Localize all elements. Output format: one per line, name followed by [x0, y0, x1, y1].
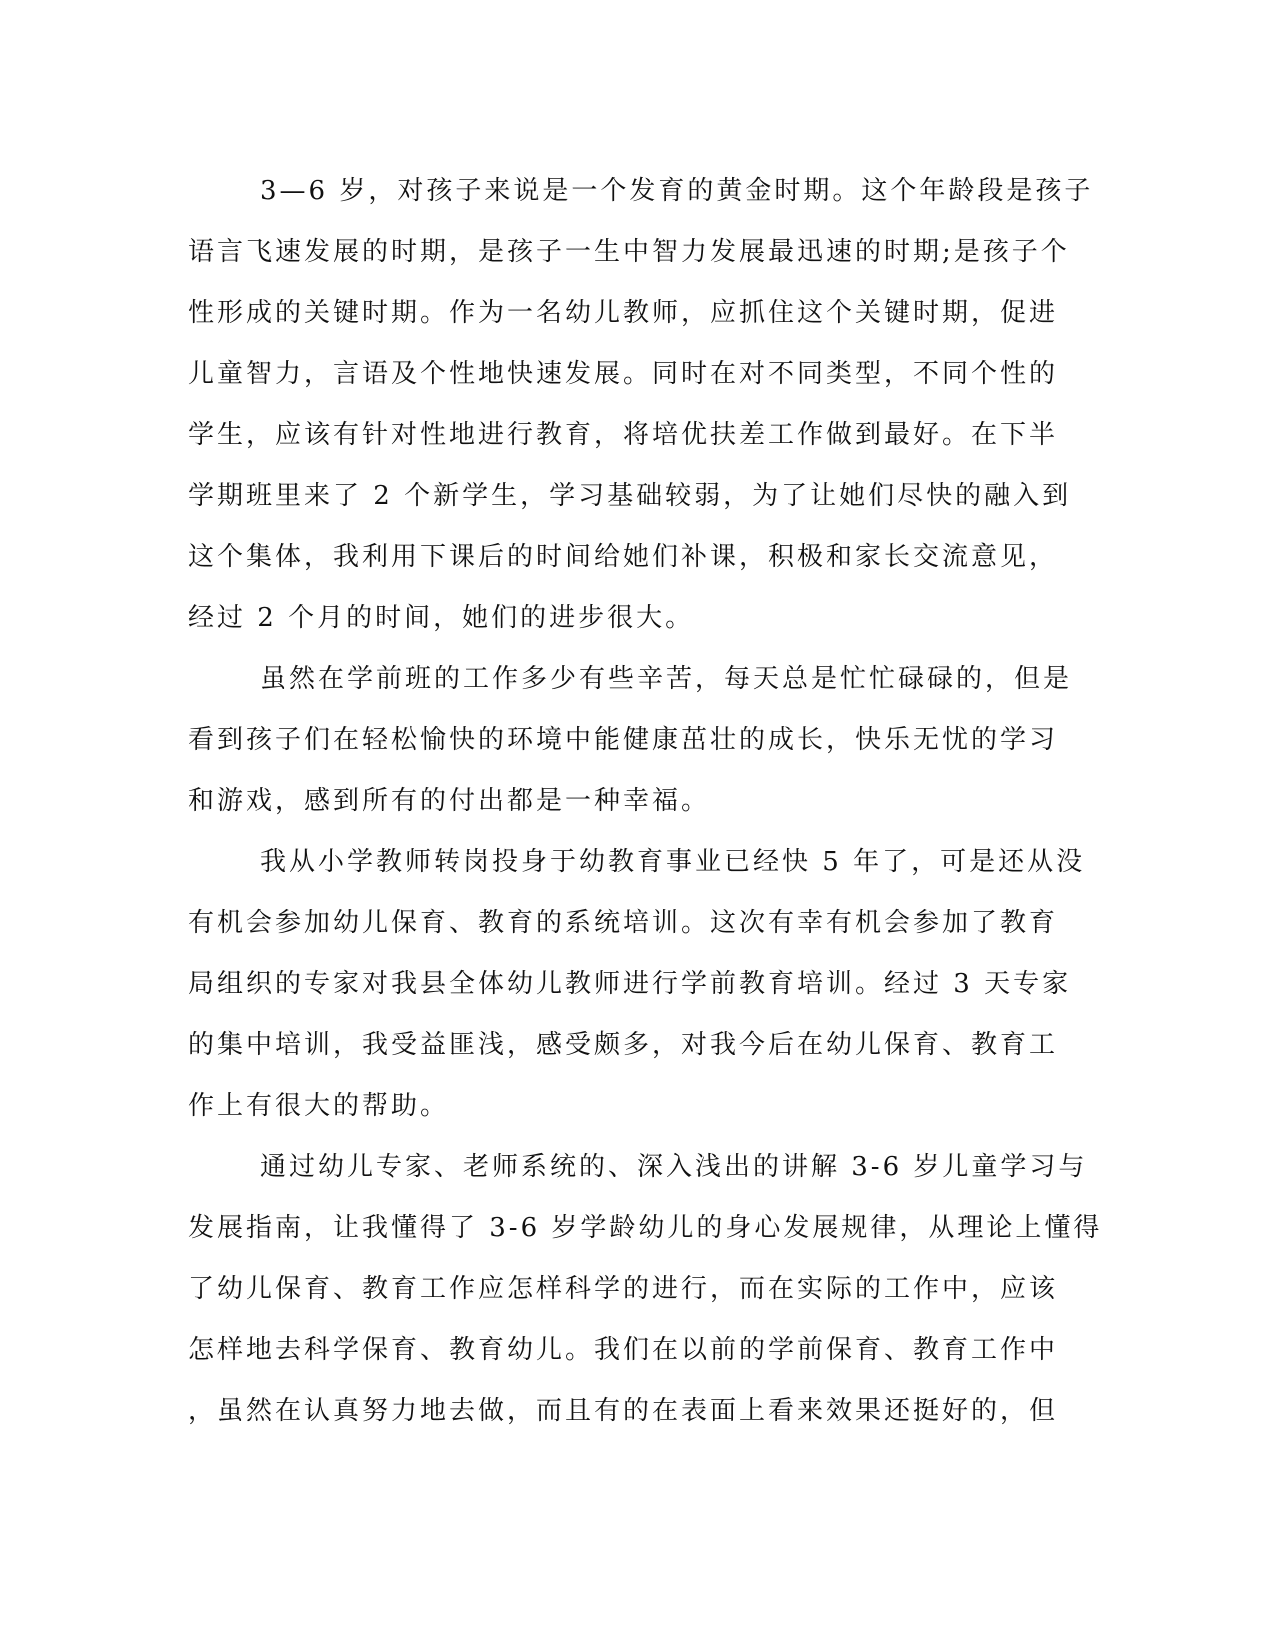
text-line: 学生，应该有针对性地进行教育，将培优扶差工作做到最好。在下半 [188, 420, 1059, 450]
text-line: 的集中培训，我受益匪浅，感受颇多，对我今后在幼儿保育、教育工 [188, 1030, 1059, 1060]
paragraph-1 [188, 161, 1094, 649]
text-line: 我从小学教师转岗投身于幼教育事业已经快 5 年了，可是还从没 [260, 847, 1086, 877]
text-line: 通过幼儿专家、老师系统的、深入浅出的讲解 3-6 岁儿童学习与 [260, 1152, 1088, 1182]
text-line: 虽然在学前班的工作多少有些辛苦，每天总是忙忙碌碌的，但是 [260, 664, 1073, 694]
text-line: 有机会参加幼儿保育、教育的系统培训。这次有幸有机会参加了教育 [188, 908, 1059, 938]
body-text [188, 161, 1103, 1442]
text-line: ，虽然在认真努力地去做，而且有的在表面上看来效果还挺好的，但 [188, 1396, 1059, 1426]
text-line: 经过 2 个月的时间，她们的进步很大。 [188, 603, 695, 633]
text-line: 发展指南，让我懂得了 3-6 岁学龄幼儿的身心发展规律，从理论上懂得 [188, 1213, 1103, 1243]
text-line: 作上有很大的帮助。 [188, 1091, 450, 1121]
text-line: 儿童智力，言语及个性地快速发展。同时在对不同类型，不同个性的 [188, 359, 1059, 389]
text-line: 局组织的专家对我县全体幼儿教师进行学前教育培训。经过 3 天专家 [188, 969, 1072, 999]
paragraph-3 [188, 832, 1088, 1137]
text-line: 这个集体，我利用下课后的时间给她们补课，积极和家长交流意见， [188, 542, 1059, 572]
text-line: 了幼儿保育、教育工作应怎样科学的进行，而在实际的工作中，应该 [188, 1274, 1059, 1304]
text-line: 学期班里来了 2 个新学生，学习基础较弱，为了让她们尽快的融入到 [188, 481, 1072, 511]
text-line: 语言飞速发展的时期，是孩子一生中智力发展最迅速的时期;是孩子个 [188, 237, 1070, 267]
text-line: 性形成的关键时期。作为一名幼儿教师，应抓住这个关键时期，促进 [188, 298, 1059, 328]
text-line: 怎样地去科学保育、教育幼儿。我们在以前的学前保育、教育工作中 [188, 1335, 1059, 1365]
text-line: 看到孩子们在轻松愉快的环境中能健康茁壮的成长，快乐无忧的学习 [188, 725, 1059, 755]
paragraph-2 [188, 649, 1088, 832]
text-line: 和游戏，感到所有的付出都是一种幸福。 [188, 786, 711, 816]
text-line: 3—6 岁，对孩子来说是一个发育的黄金时期。这个年龄段是孩子 [260, 176, 1094, 206]
paragraph-4 [188, 1137, 1103, 1442]
